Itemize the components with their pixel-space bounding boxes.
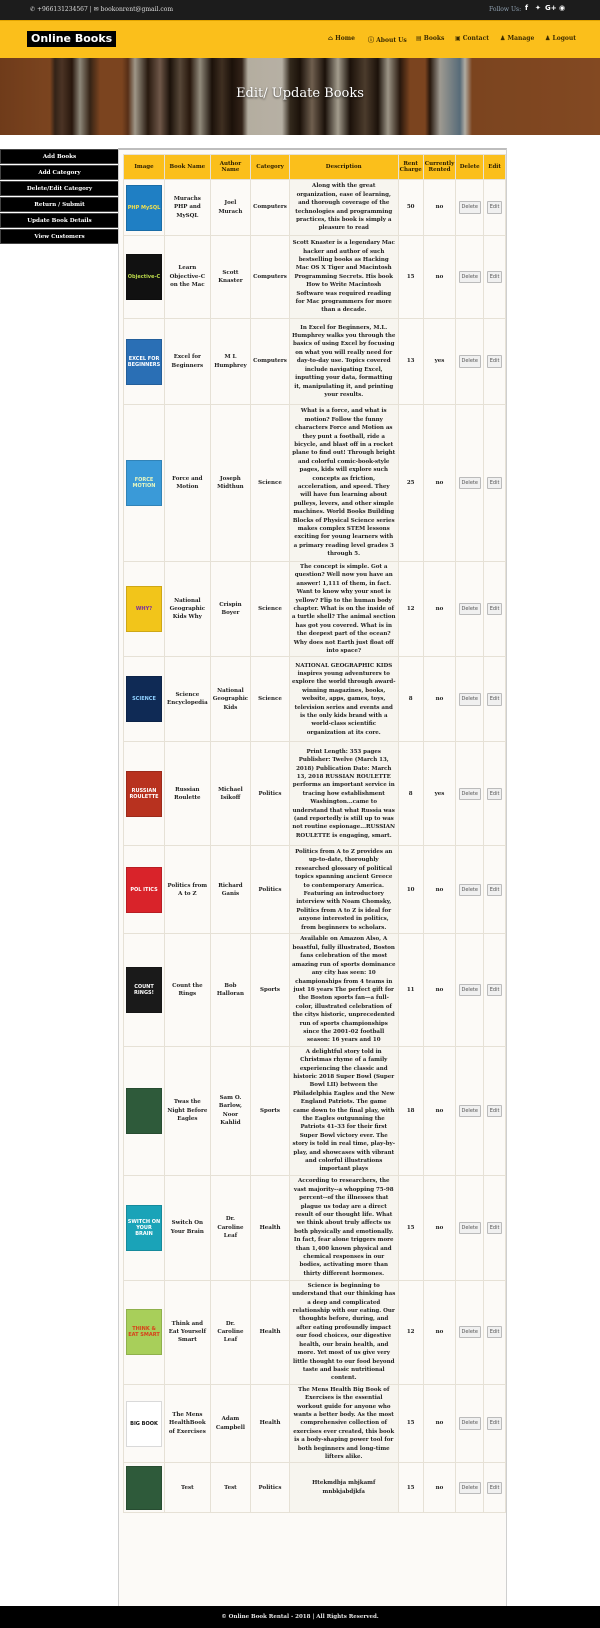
edit-button[interactable]: Edit <box>487 1482 503 1494</box>
edit-cell <box>484 180 505 235</box>
header-rent-charge: Rent Charge <box>399 155 423 179</box>
delete-cell <box>456 742 483 845</box>
edit-cell <box>484 405 505 561</box>
currently-rented: no <box>424 562 456 656</box>
table-row <box>124 319 505 404</box>
author-name: Crispin Boyer <box>211 562 250 656</box>
delete-cell <box>456 405 483 561</box>
cover-title-text: Objective-C <box>127 274 161 280</box>
books-panel <box>118 148 507 1608</box>
book-name: Russian Roulette <box>165 742 210 845</box>
rent-charge: 15 <box>399 1385 423 1463</box>
book-cover-image <box>126 1466 162 1510</box>
cover-cell <box>124 405 164 561</box>
description: The concept is simple. Got a question? Well now you have an answer! 1,111 of them, in fact. Want to know why your snot is yellow? Flip to the human body chapter. What is on the inside of a turtle shell? The animal section has got you covered. What is in the deepest part of the ocean? Why does not Earth just float off into space? <box>290 562 398 656</box>
edit-cell <box>484 562 505 656</box>
table-row <box>124 1385 505 1463</box>
nav-about-label: About Us <box>376 37 407 44</box>
twitter-icon[interactable]: ✦ <box>535 4 541 12</box>
book-name: Switch On Your Brain <box>165 1176 210 1280</box>
book-name: Force and Motion <box>165 405 210 561</box>
nav-logout-label: Logout <box>552 35 577 42</box>
category: Health <box>251 1176 289 1280</box>
cover-title-text: COUNT RINGS! <box>134 984 154 997</box>
cover-cell <box>124 934 164 1045</box>
book-cover-image <box>126 185 162 231</box>
cover-cell <box>124 657 164 741</box>
edit-button[interactable]: Edit <box>487 271 503 283</box>
book-cover-image <box>126 586 162 632</box>
cover-cell <box>124 1047 164 1175</box>
copyright-text: © Online Book Rental - 2018 | All Rights Reserved. <box>221 1614 379 1620</box>
author-name: Richard Ganis <box>211 846 250 933</box>
category: Science <box>251 657 289 741</box>
cover-title-text: POL ITICS <box>130 886 158 893</box>
category: Health <box>251 1281 289 1384</box>
currently-rented: no <box>424 1176 456 1280</box>
home-icon: ⌂ <box>328 35 334 42</box>
book-icon: ▤ <box>416 35 422 42</box>
category: Sports <box>251 1047 289 1175</box>
description: In Excel for Beginners, M.L. Humphrey walks you through the basics of using Excel by focusing on what you will really need for day-to-day use. Topics covered include navigating Excel, inputting your data, formatting it, manipulating it, and printing your results. <box>290 319 398 404</box>
currently-rented: no <box>424 1281 456 1384</box>
description: NATIONAL GEOGRAPHIC KIDS inspires young adventurers to explore the world through award-winning magazines, books, website, apps, games, toys, television series and events and is the only kids brand with a world-class scientific organization at its core. <box>290 657 398 741</box>
book-cover-image <box>126 967 162 1013</box>
header-image: Image <box>124 155 164 179</box>
cover-cell <box>124 180 164 235</box>
author-name: Dr. Caroline Leaf <box>211 1176 250 1280</box>
currently-rented: no <box>424 846 456 933</box>
book-cover-image <box>126 771 162 817</box>
header-currently-rented: Currently Rented <box>424 155 456 179</box>
edit-button[interactable]: Edit <box>487 1326 503 1338</box>
currently-rented: no <box>424 405 456 561</box>
category: Health <box>251 1385 289 1463</box>
cover-cell <box>124 1385 164 1463</box>
header-category: Category <box>251 155 289 179</box>
table-row <box>124 1176 505 1280</box>
book-cover-image <box>126 1309 162 1355</box>
table-row <box>124 846 505 933</box>
book-name: Murachs PHP and MySQL <box>165 180 210 235</box>
author-name: Joseph Midthun <box>211 405 250 561</box>
description: Print Length: 353 pages Publisher: Twelve (March 13, 2018) Publication Date: March 13, 2018 RUSSIAN ROULETTE performs an important service in tracing how establishment Washington...came to understand that what Russia was (and reportedly is still up to was not routine espionage...RUSSIAN ROULETTE is engaging, smart. <box>290 742 398 845</box>
table-row <box>124 405 505 561</box>
book-name: Twas the Night Before Eagles <box>165 1047 210 1175</box>
phone-icon: ✆ <box>30 6 36 13</box>
delete-button[interactable]: Delete <box>459 1105 481 1117</box>
category: Science <box>251 405 289 561</box>
edit-button[interactable]: Edit <box>487 477 503 489</box>
dribbble-icon[interactable]: ◉ <box>559 4 566 12</box>
edit-button[interactable]: Edit <box>487 788 503 800</box>
edit-cell <box>484 846 505 933</box>
delete-cell <box>456 236 483 318</box>
author-name: Bob Halloran <box>211 934 250 1045</box>
category: Politics <box>251 742 289 845</box>
edit-cell <box>484 1281 505 1384</box>
category: Sports <box>251 934 289 1045</box>
edit-button[interactable]: Edit <box>487 884 503 896</box>
author-name: National Geographic Kids <box>211 657 250 741</box>
author-name: Joel Murach <box>211 180 250 235</box>
book-cover-image <box>126 1205 162 1251</box>
delete-button[interactable]: Delete <box>459 788 481 800</box>
currently-rented: yes <box>424 742 456 845</box>
currently-rented: no <box>424 934 456 1045</box>
currently-rented: no <box>424 180 456 235</box>
info-icon: ⓘ <box>368 37 375 44</box>
cover-cell <box>124 319 164 404</box>
delete-cell <box>456 562 483 656</box>
delete-button[interactable]: Delete <box>459 984 481 996</box>
table-row <box>124 180 505 235</box>
edit-cell <box>484 657 505 741</box>
cover-cell <box>124 236 164 318</box>
table-row <box>124 1463 505 1512</box>
table-row <box>124 236 505 318</box>
edit-button[interactable]: Edit <box>487 1105 503 1117</box>
book-name: Count the Rings <box>165 934 210 1045</box>
nav-contact[interactable] <box>455 35 489 42</box>
delete-button[interactable]: Delete <box>459 271 481 283</box>
book-name: Think and Eat Yourself Smart <box>165 1281 210 1384</box>
edit-button[interactable]: Edit <box>487 1417 503 1429</box>
email-address[interactable]: bookonrent@gmail.com <box>100 6 174 13</box>
nav-home-label: Home <box>335 35 355 42</box>
category: Computers <box>251 180 289 235</box>
cover-cell <box>124 1176 164 1280</box>
description: The Mens Health Big Book of Exercises is the essential workout guide for anyone who wants a better body. As the most comprehensive collection of exercises ever created, this book is a body-shaping power tool for both beginners and long-time lifters alike. <box>290 1385 398 1463</box>
delete-button[interactable]: Delete <box>459 884 481 896</box>
cover-cell <box>124 1281 164 1384</box>
contact-icon: ▣ <box>455 35 461 42</box>
footer <box>0 1606 600 1628</box>
follow-label: Follow Us: <box>489 6 522 13</box>
currently-rented: no <box>424 657 456 741</box>
delete-cell <box>456 1176 483 1280</box>
delete-button[interactable]: Delete <box>459 1326 481 1338</box>
book-name: Politics from A to Z <box>165 846 210 933</box>
description: What is a force, and what is motion? Follow the funny characters Force and Motion as they punt a football, ride a bicycle, and blast off in a rocket plane to find out! Through bright and colorful comic-book-style pages, kids will explore such concepts as friction, acceleration, and speed. They will have fun learning about pulleys, levers, and other simple machines. World Books Building Blocks of Physical Science series makes complex STEM lessons exciting for young learners with a primary reading level grades 3 through 5. <box>290 405 398 561</box>
book-cover-image <box>126 460 162 506</box>
main-navbar <box>0 20 600 59</box>
sidebar-item-update-book-details[interactable]: Update Book Details <box>0 213 119 228</box>
nav-manage-label: Manage <box>507 35 535 42</box>
delete-button[interactable]: Delete <box>459 355 481 367</box>
book-cover-image <box>126 676 162 722</box>
description: A delightful story told in Christmas rhyme of a family experiencing the classic and historic 2018 Super Bowl (Super Bowl LII) between the Philadelphia Eagles and the New England Patriots. The game came down to the final play, with the Eagles outgunning the Patriots 41–33 for their first Super Bowl victory ever. The story is told in real time, play-by-play, and showcases with vibrant and colorful illustrations important plays <box>290 1047 398 1175</box>
delete-cell <box>456 1281 483 1384</box>
nav-logout[interactable] <box>545 35 576 42</box>
header-description: Description <box>290 155 398 179</box>
table-row <box>124 657 505 741</box>
rent-charge: 25 <box>399 405 423 561</box>
edit-cell <box>484 1176 505 1280</box>
table-row <box>124 1047 505 1175</box>
cover-title-text: SWITCH ON YOUR BRAIN <box>127 1218 161 1237</box>
hero-banner <box>0 58 600 135</box>
book-cover-image <box>126 339 162 385</box>
sidebar-item-add-books[interactable]: Add Books <box>0 149 119 164</box>
cover-cell <box>124 1463 164 1512</box>
table-row <box>124 1281 505 1384</box>
currently-rented: no <box>424 1047 456 1175</box>
rent-charge: 13 <box>399 319 423 404</box>
category: Politics <box>251 1463 289 1512</box>
book-name: Excel for Beginners <box>165 319 210 404</box>
nav-books-label: Books <box>423 35 445 42</box>
site-logo[interactable]: Online Books <box>27 31 116 47</box>
books-table <box>123 154 506 1513</box>
edit-button[interactable]: Edit <box>487 1222 503 1234</box>
cover-title-text: THINK & EAT SMART <box>128 1326 160 1339</box>
rent-charge: 15 <box>399 236 423 318</box>
book-name: The Mens HealthBook of Exercises <box>165 1385 210 1463</box>
edit-cell <box>484 319 505 404</box>
delete-button[interactable]: Delete <box>459 1222 481 1234</box>
delete-cell <box>456 657 483 741</box>
book-name: Science Encyclopedia <box>165 657 210 741</box>
delete-button[interactable]: Delete <box>459 1482 481 1494</box>
rent-charge: 15 <box>399 1176 423 1280</box>
nav-about-us[interactable] <box>368 35 407 44</box>
category: Politics <box>251 846 289 933</box>
rent-charge: 50 <box>399 180 423 235</box>
category: Science <box>251 562 289 656</box>
rent-charge: 18 <box>399 1047 423 1175</box>
rent-charge: 12 <box>399 1281 423 1384</box>
rent-charge: 8 <box>399 657 423 741</box>
author-name: Dr. Caroline Leaf <box>211 1281 250 1384</box>
currently-rented: no <box>424 1463 456 1512</box>
author-name: Michael Isikoff <box>211 742 250 845</box>
cover-title-text: RUSSIAN ROULETTE <box>129 787 159 800</box>
sidebar-item-delete-edit-category[interactable]: Delete/Edit Category <box>0 181 119 196</box>
currently-rented: no <box>424 1385 456 1463</box>
delete-cell <box>456 180 483 235</box>
table-row <box>124 562 505 656</box>
header-book-name: Book Name <box>165 155 210 179</box>
author-name: Test <box>211 1463 250 1512</box>
category: Computers <box>251 319 289 404</box>
top-contact-bar <box>0 0 600 20</box>
rent-charge: 15 <box>399 1463 423 1512</box>
cover-cell <box>124 846 164 933</box>
user-icon: ♟ <box>500 35 506 42</box>
rent-charge: 8 <box>399 742 423 845</box>
description: Scott Knaster is a legendary Mac hacker and author of such bestselling books as Hacking Mac OS X Tiger and Macintosh Programming Secrets. His book How to Write Macintosh Software was required reading for Mac programmers for more than a decade. <box>290 236 398 318</box>
author-name: Scott Knaster <box>211 236 250 318</box>
book-name: National Geographic Kids Why <box>165 562 210 656</box>
edit-cell <box>484 236 505 318</box>
rent-charge: 12 <box>399 562 423 656</box>
book-cover-image <box>126 254 162 300</box>
header-delete: Delete <box>456 155 483 179</box>
category: Computers <box>251 236 289 318</box>
delete-cell <box>456 1385 483 1463</box>
book-cover-image <box>126 1088 162 1134</box>
currently-rented: no <box>424 236 456 318</box>
delete-button[interactable]: Delete <box>459 603 481 615</box>
edit-button[interactable]: Edit <box>487 693 503 705</box>
description: Htekmdbja mbjkamf mnbkjabdjkfa <box>290 1463 398 1512</box>
cover-cell <box>124 742 164 845</box>
google-plus-icon[interactable]: G+ <box>545 4 557 12</box>
cover-title-text: SCIENCE <box>132 696 156 703</box>
description: According to researchers, the vast majority--a whopping 75-98 percent--of the illnesses that plague us today are a direct result of our thought life. What we think about truly affects us both physically and emotionally. In fact, fear alone triggers more than 1,400 known physical and chemical responses in our bodies, activating more than thirty different hormones. <box>290 1176 398 1280</box>
edit-cell <box>484 1463 505 1512</box>
sidebar-item-return-submit[interactable]: Return / Submit <box>0 197 119 212</box>
separator: | <box>89 6 92 13</box>
edit-button[interactable]: Edit <box>487 201 503 213</box>
description: Science is beginning to understand that our thinking has a deep and complicated relationship with our eating. Our thoughts before, during, and after eating profoundly impact our food choices, our digestive health, our brain health, and more. Yet most of us give very little thought to our food beyond taste and basic nutritional content. <box>290 1281 398 1384</box>
table-row <box>124 934 505 1045</box>
nav-books[interactable] <box>416 35 444 42</box>
table-header-row <box>124 155 505 179</box>
edit-cell <box>484 1385 505 1463</box>
nav-manage[interactable] <box>500 35 534 42</box>
author-name: Sam O. Barlow, Noor Kahlid <box>211 1047 250 1175</box>
delete-cell <box>456 934 483 1045</box>
book-cover-image <box>126 1401 162 1447</box>
book-cover-image <box>126 867 162 913</box>
delete-cell <box>456 319 483 404</box>
rent-charge: 10 <box>399 846 423 933</box>
page-title: Edit/ Update Books <box>236 86 364 101</box>
cover-cell <box>124 562 164 656</box>
book-name: Test <box>165 1463 210 1512</box>
cover-title-text: BIG BOOK <box>130 1420 158 1427</box>
author-name: Adam Campbell <box>211 1385 250 1463</box>
delete-button[interactable]: Delete <box>459 201 481 213</box>
email-icon: ✉ <box>93 6 99 13</box>
delete-button[interactable]: Delete <box>459 693 481 705</box>
cover-title-text: EXCEL FOR BEGINNERS <box>127 355 161 368</box>
admin-sidebar <box>0 149 119 245</box>
description: Available on Amazon Also, A boastful, fully illustrated, Boston fans celebration of the most amazing run of sports dominance any city has seen: 10 championships from 4 teams in just 16 years The perfect gift for the Boston sports fan—a full-color, illustrated celebration of the citys historic, unprecedented run of sports championships since the 2001-02 football season: 16 years and 10 <box>290 934 398 1045</box>
nav-home[interactable] <box>328 35 355 42</box>
cover-title-text: WHY? <box>135 606 153 613</box>
author-name: M L Humphrey <box>211 319 250 404</box>
cover-title-text: PHP MySQL <box>127 204 161 211</box>
sidebar-item-view-customers[interactable]: View Customers <box>0 229 119 244</box>
delete-cell <box>456 1047 483 1175</box>
book-name: Learn Objective-C on the Mac <box>165 236 210 318</box>
rent-charge: 11 <box>399 934 423 1045</box>
description: Politics from A to Z provides an up-to-date, thoroughly researched glossary of political topics spanning ancient Greece to contemporary America. Featuring an introductory interview with Noam Chomsky, Politics from A to Z is ideal for anyone interested in politics, from beginners to scholars. <box>290 846 398 933</box>
currently-rented: yes <box>424 319 456 404</box>
nav-contact-label: Contact <box>462 35 489 42</box>
delete-button[interactable]: Delete <box>459 1417 481 1429</box>
delete-button[interactable]: Delete <box>459 477 481 489</box>
edit-button[interactable]: Edit <box>487 603 503 615</box>
edit-button[interactable]: Edit <box>487 984 503 996</box>
cover-title-text: FORCE MOTION <box>132 477 156 489</box>
edit-cell <box>484 934 505 1045</box>
phone-number: +966131234567 <box>36 6 88 13</box>
delete-cell <box>456 1463 483 1512</box>
table-row <box>124 742 505 845</box>
edit-cell <box>484 1047 505 1175</box>
delete-cell <box>456 846 483 933</box>
description: Along with the great organization, ease of learning, and thorough coverage of the technologies and programming practices, this book is simply a pleasure to read <box>290 180 398 235</box>
header-author-name: Author Name <box>211 155 250 179</box>
edit-button[interactable]: Edit <box>487 355 503 367</box>
user-icon: ♟ <box>545 35 551 42</box>
header-edit: Edit <box>484 155 505 179</box>
edit-cell <box>484 742 505 845</box>
contact-info <box>30 6 173 13</box>
facebook-icon[interactable]: f <box>525 4 529 12</box>
sidebar-item-add-category[interactable]: Add Category <box>0 165 119 180</box>
